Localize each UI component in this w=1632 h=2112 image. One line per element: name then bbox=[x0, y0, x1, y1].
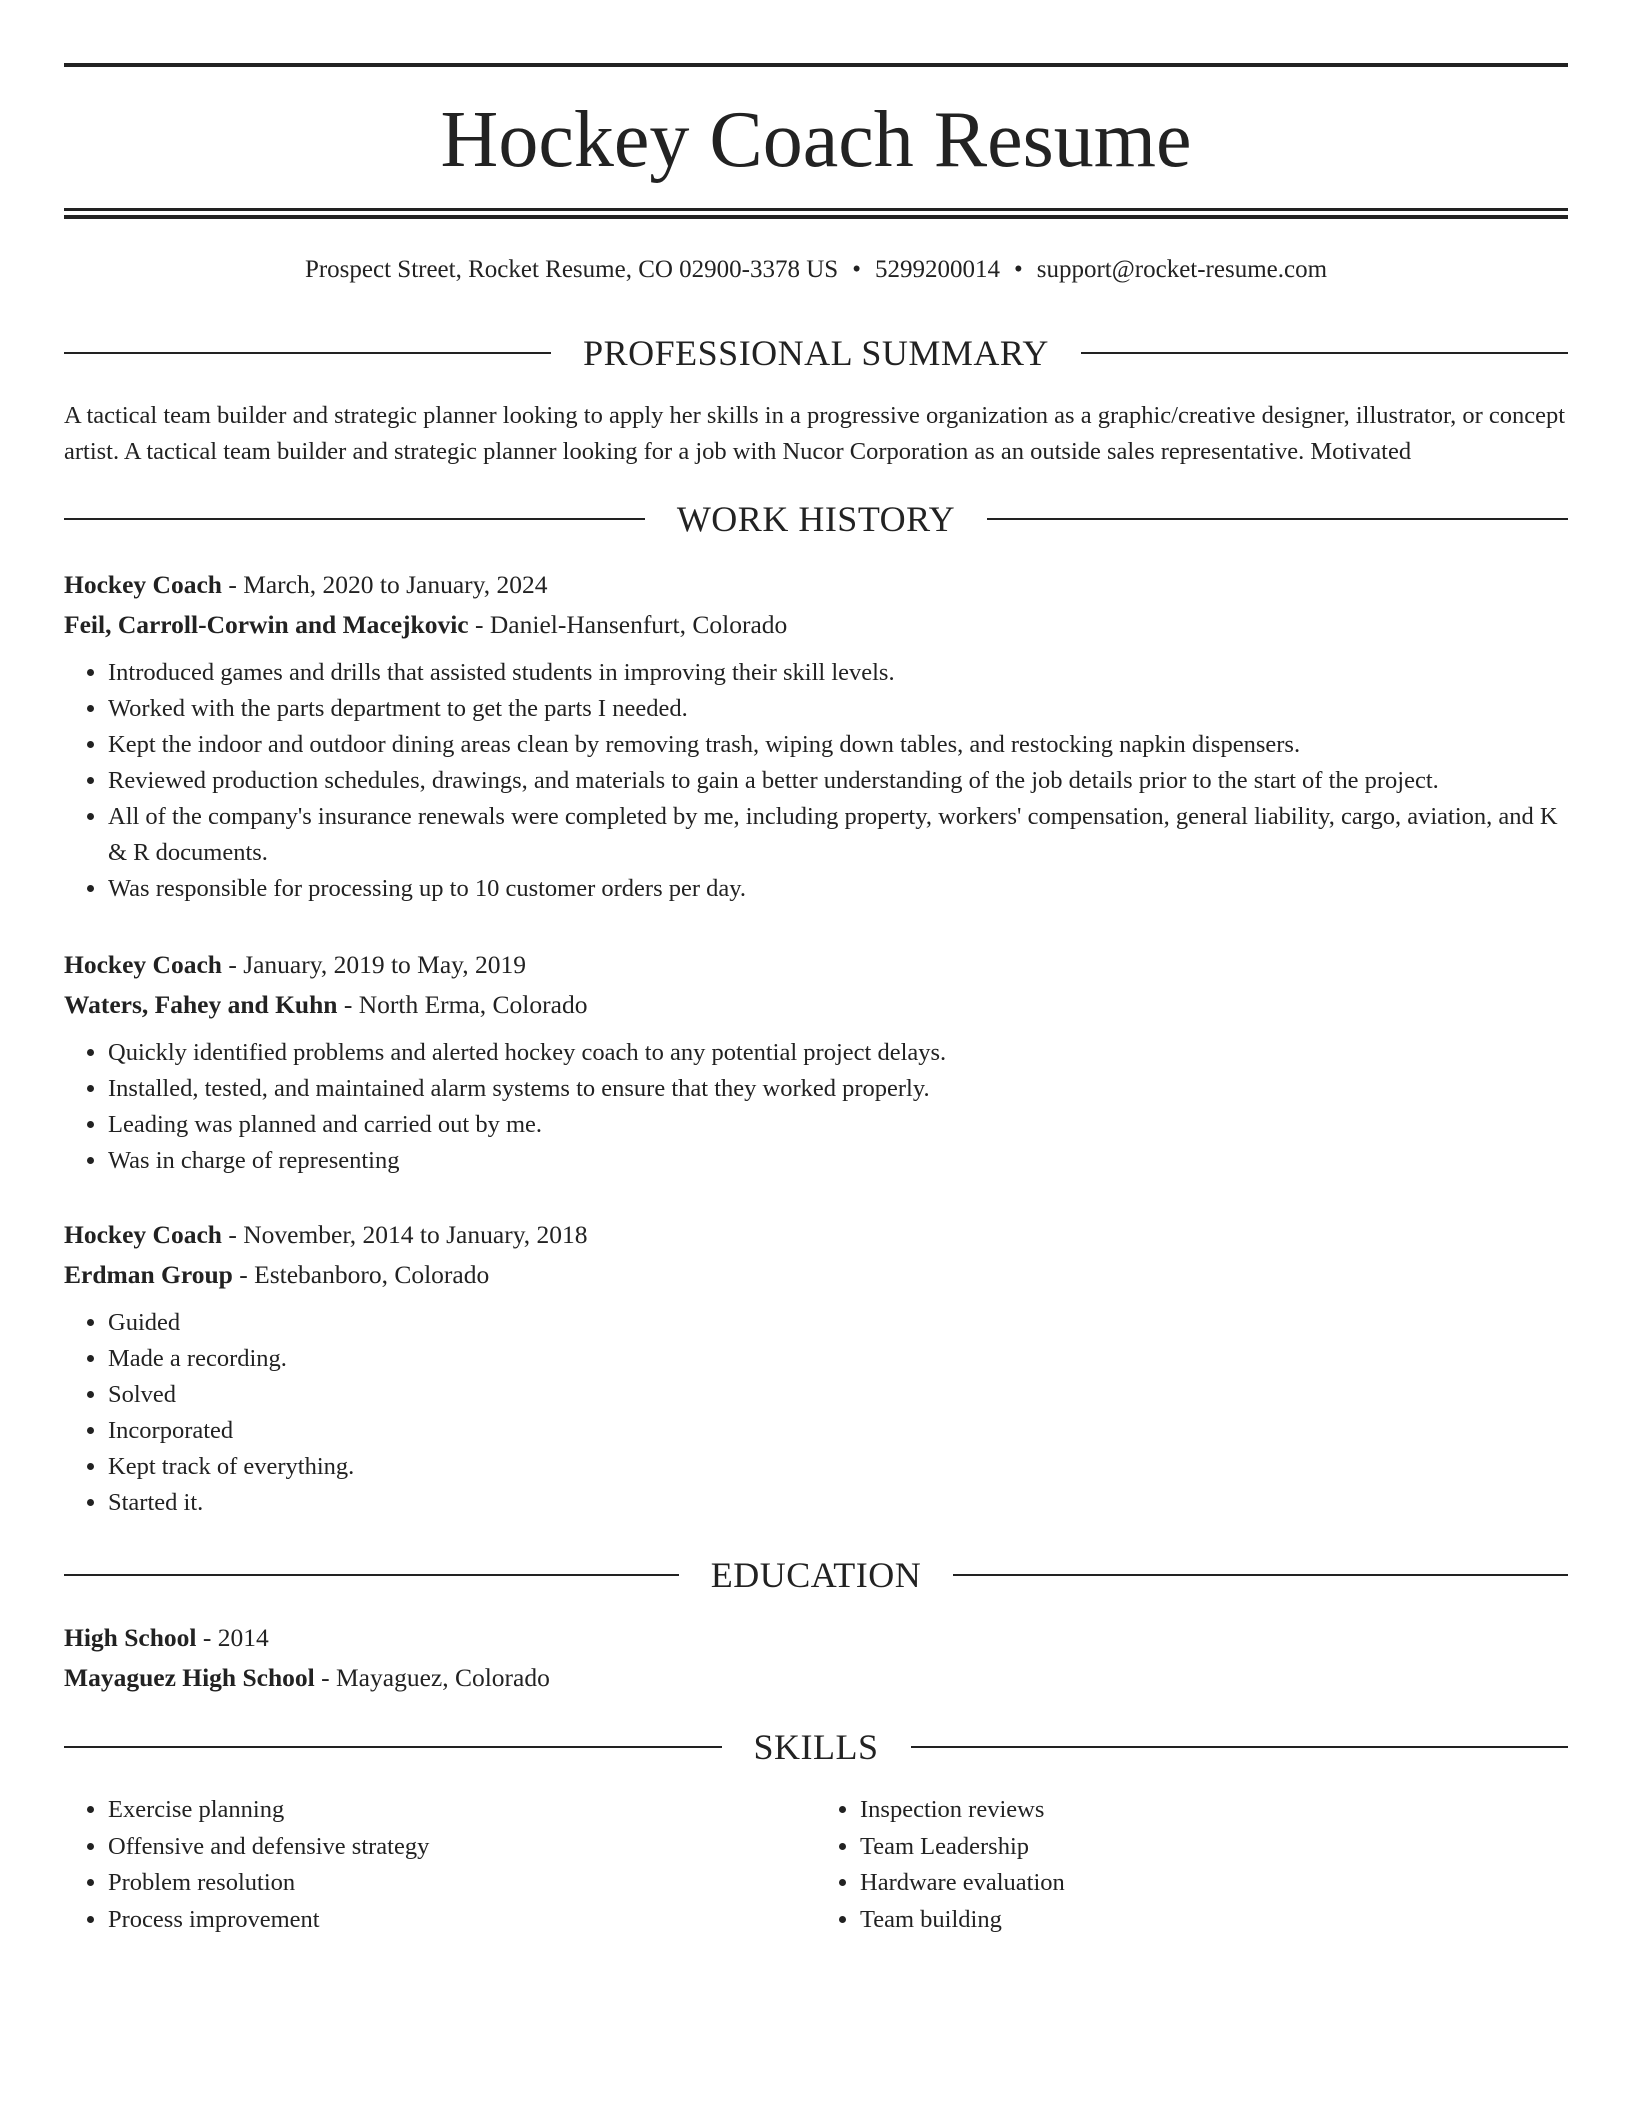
skills-list bbox=[64, 1792, 1568, 1938]
divider-line bbox=[911, 1746, 1569, 1748]
education-school-line bbox=[64, 1658, 1568, 1698]
job-title-line bbox=[64, 1215, 1568, 1255]
education-degree: High School bbox=[64, 1623, 197, 1652]
job-company-line bbox=[64, 1255, 1568, 1295]
job-title-line bbox=[64, 565, 1568, 605]
divider-line bbox=[953, 1574, 1568, 1576]
job-duties bbox=[64, 655, 1568, 907]
job-duty: • Kept the indoor and outdoor dining areas clean by removing trash, wiping down tables, and restocking napkin dispensers. bbox=[108, 727, 1568, 763]
job-duties bbox=[64, 1305, 1568, 1521]
job-title-line bbox=[64, 945, 1568, 985]
job-duty: • Reviewed production schedules, drawings, and materials to gain a better understanding of the job details prior to the start of the project. bbox=[108, 763, 1568, 799]
skills-heading bbox=[64, 1725, 1568, 1769]
skill-item: • Process improvement bbox=[108, 1902, 816, 1939]
job-dates: - January, 2019 to May, 2019 bbox=[221, 950, 527, 979]
job-duty: • Kept track of everything. bbox=[108, 1449, 1568, 1485]
job-duty: • Installed, tested, and maintained alarm systems to ensure that they worked properly. bbox=[108, 1071, 1568, 1107]
job-dates: - November, 2014 to January, 2018 bbox=[221, 1220, 588, 1249]
job-entry bbox=[64, 945, 1568, 1179]
section-title: PROFESSIONAL SUMMARY bbox=[583, 333, 1049, 373]
section-title: SKILLS bbox=[753, 1727, 879, 1767]
skill-item: • Hardware evaluation bbox=[860, 1865, 1568, 1902]
work-history-heading bbox=[64, 497, 1568, 541]
title-double-rule bbox=[64, 208, 1568, 219]
divider-line bbox=[1081, 352, 1568, 354]
divider-line bbox=[64, 518, 645, 520]
job-duty: • Leading was planned and carried out by me. bbox=[108, 1107, 1568, 1143]
contact-address: Prospect Street, Rocket Resume, CO 02900-3378 US bbox=[304, 256, 839, 283]
divider-line bbox=[64, 1746, 722, 1748]
contact-separator: • bbox=[1013, 256, 1023, 283]
job-company: Feil, Carroll-Corwin and Macejkovic bbox=[64, 610, 469, 639]
job-title: Hockey Coach bbox=[64, 1220, 222, 1249]
education-school: Mayaguez High School bbox=[64, 1663, 315, 1692]
education-entry bbox=[64, 1618, 1568, 1698]
job-dates: - March, 2020 to January, 2024 bbox=[221, 570, 548, 599]
job-duty: • Worked with the parts department to get the parts I needed. bbox=[108, 691, 1568, 727]
job-entry bbox=[64, 565, 1568, 907]
section-title: EDUCATION bbox=[710, 1555, 922, 1595]
job-duty: • Incorporated bbox=[108, 1413, 1568, 1449]
section-title: WORK HISTORY bbox=[676, 499, 956, 539]
summary-heading bbox=[64, 331, 1568, 375]
job-company: Waters, Fahey and Kuhn bbox=[64, 990, 338, 1019]
skill-item: • Exercise planning bbox=[108, 1792, 816, 1829]
skills-column-right bbox=[816, 1792, 1568, 1938]
contact-line bbox=[64, 252, 1568, 288]
contact-email: support@rocket-resume.com bbox=[1036, 256, 1328, 283]
contact-phone: 5299200014 bbox=[874, 256, 1000, 283]
divider-line bbox=[987, 518, 1568, 520]
education-heading bbox=[64, 1553, 1568, 1597]
education-location: - Mayaguez, Colorado bbox=[314, 1663, 550, 1692]
divider-line bbox=[64, 352, 551, 354]
job-company-line bbox=[64, 605, 1568, 645]
job-title: Hockey Coach bbox=[64, 950, 222, 979]
job-duty: • Introduced games and drills that assisted students in improving their skill levels. bbox=[108, 655, 1568, 691]
job-duty: • Guided bbox=[108, 1305, 1568, 1341]
top-rule bbox=[64, 63, 1568, 67]
job-duty: • All of the company's insurance renewals were completed by me, including property, workers' compensation, general liability, cargo, aviation, and K & R documents. bbox=[108, 799, 1568, 871]
divider-line bbox=[64, 1574, 679, 1576]
job-duties bbox=[64, 1035, 1568, 1179]
summary-text: A tactical team builder and strategic planner looking to apply her skills in a progressive organization as a graphic/creative designer, illustrator, or concept artist. A tactical team builder and strategic planner looking for a job with Nucor Corporation as an outside sales representative. Motivated bbox=[64, 402, 1566, 465]
job-duty: • Made a recording. bbox=[108, 1341, 1568, 1377]
job-duty: • Started it. bbox=[108, 1485, 1568, 1521]
skill-item: • Problem resolution bbox=[108, 1865, 816, 1902]
skill-item: • Team building bbox=[860, 1902, 1568, 1939]
education-year: - 2014 bbox=[196, 1623, 269, 1652]
resume-title: Hockey Coach Resume bbox=[440, 96, 1192, 184]
job-location: - Daniel-Hansenfurt, Colorado bbox=[468, 610, 788, 639]
contact-separator: • bbox=[852, 256, 861, 283]
skill-item: • Offensive and defensive strategy bbox=[108, 1829, 816, 1866]
skill-item: • Team Leadership bbox=[860, 1829, 1568, 1866]
job-company-line bbox=[64, 985, 1568, 1025]
skill-item: • Inspection reviews bbox=[860, 1792, 1568, 1829]
job-location: - North Erma, Colorado bbox=[337, 990, 588, 1019]
skills-column-left bbox=[64, 1792, 816, 1938]
job-company: Erdman Group bbox=[64, 1260, 233, 1289]
education-degree-line bbox=[64, 1618, 1568, 1658]
job-duty: • Solved bbox=[108, 1377, 1568, 1413]
job-location: - Estebanboro, Colorado bbox=[232, 1260, 490, 1289]
job-title: Hockey Coach bbox=[64, 570, 222, 599]
job-duty: • Quickly identified problems and alerted hockey coach to any potential project delays. bbox=[108, 1035, 1568, 1071]
job-duty: • Was responsible for processing up to 10 customer orders per day. bbox=[108, 871, 1568, 907]
job-duty: • Was in charge of representing bbox=[108, 1143, 1568, 1179]
job-entry bbox=[64, 1215, 1568, 1521]
